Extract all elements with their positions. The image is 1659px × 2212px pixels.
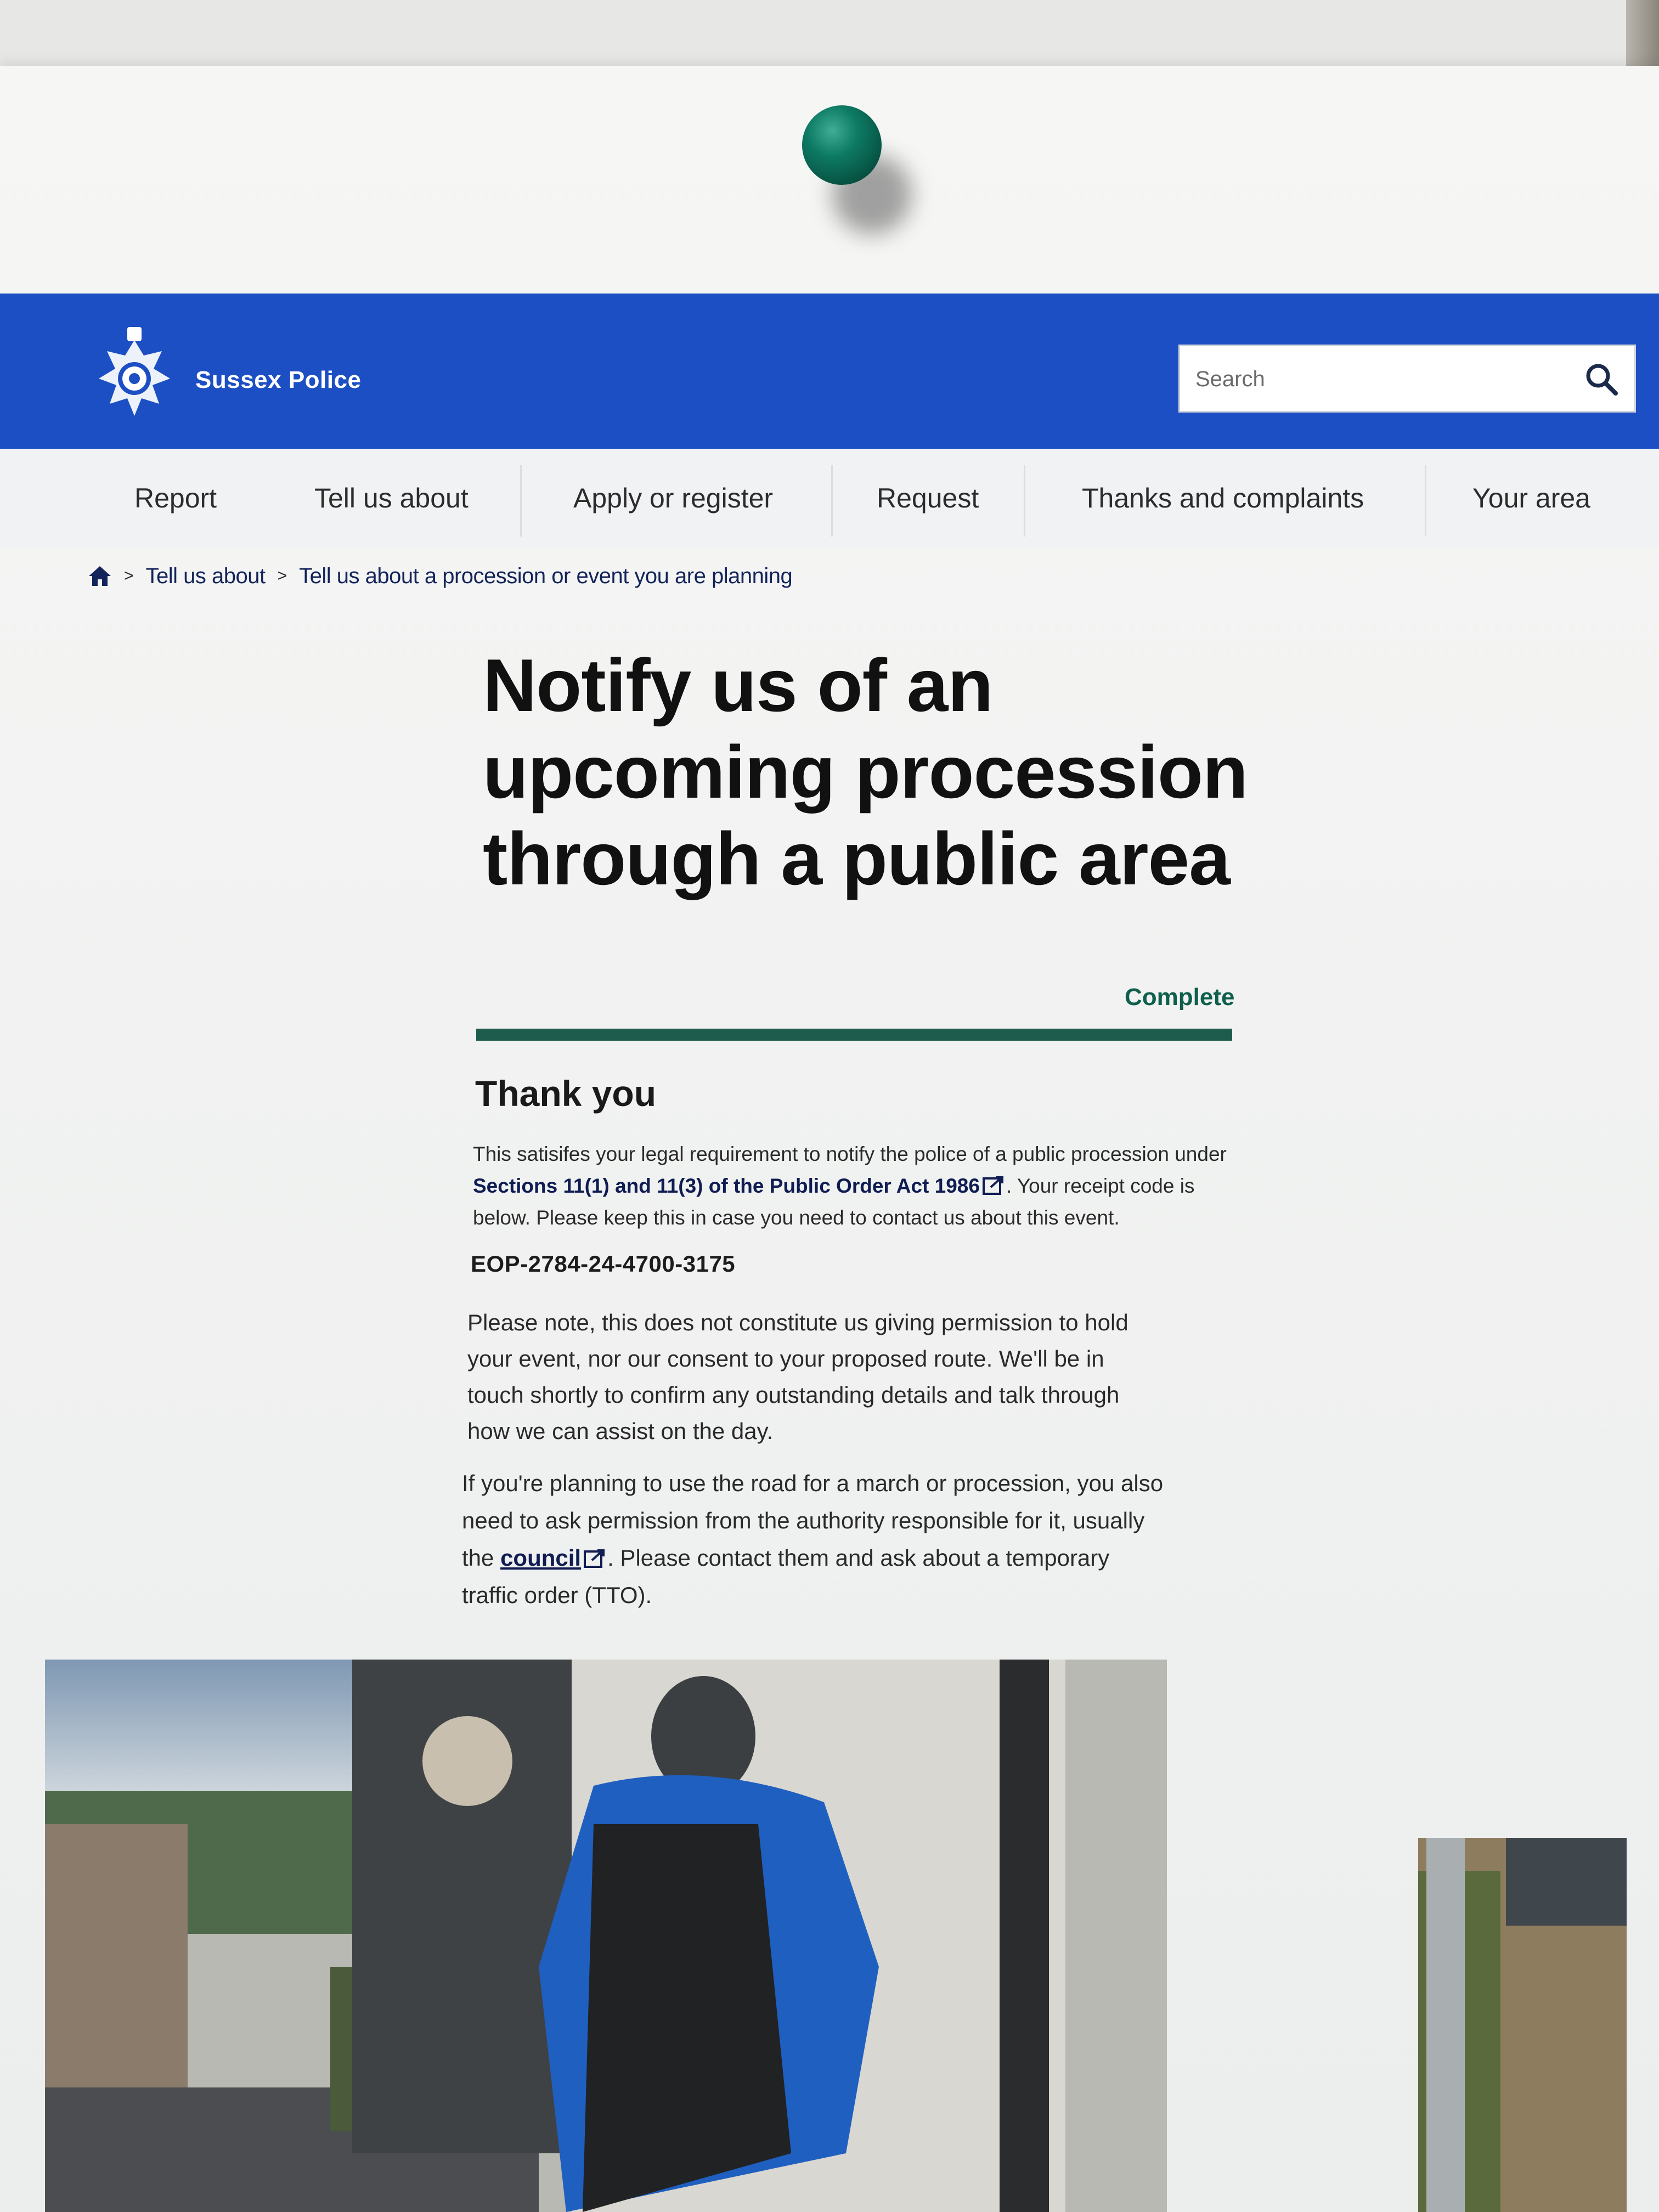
council-link[interactable]: council <box>500 1545 582 1571</box>
home-icon[interactable] <box>88 564 112 588</box>
nav-item-request[interactable]: Request <box>877 483 979 514</box>
sussex-police-logo-icon[interactable] <box>93 318 176 422</box>
external-link-icon[interactable] <box>583 1549 605 1569</box>
search-box <box>1178 345 1636 413</box>
breadcrumb <box>88 554 792 598</box>
breadcrumb-link-tell-us-about[interactable]: Tell us about <box>145 563 266 588</box>
paragraph-text: . Please contact them and ask about a temporary traffic order (TTO). <box>462 1545 1110 1608</box>
push-pin <box>802 105 882 185</box>
page-title <box>483 642 1251 902</box>
nav-item-thanks-and-complaints[interactable]: Thanks and complaints <box>1082 483 1364 514</box>
nav-item-apply-or-register[interactable]: Apply or register <box>573 483 774 514</box>
nav-divider <box>520 465 522 537</box>
paragraph-text: If you're planning to use the road for a march or procession, you also need to ask permission from the authority responsible for it, usually the <box>462 1470 1164 1571</box>
breadcrumb-separator: > <box>277 567 287 585</box>
street-scene-illustration <box>45 1660 1167 2212</box>
permission-note-paragraph: Please note, this does not constitute us giving permission to hold your event, nor our consent to your proposed route. We'll be in touch shortly to confirm any outstanding details and talk through how we can assist on the day. <box>467 1310 1128 1444</box>
public-order-act-link[interactable]: Sections 11(1) and 11(3) of the Public Order Act 1986 <box>473 1175 980 1197</box>
search-icon[interactable] <box>1584 362 1619 397</box>
nav-item-tell-us-about[interactable]: Tell us about <box>314 483 469 514</box>
paragraph-text: This satisifes your legal requirement to notify the police of a public procession under <box>473 1143 1227 1165</box>
brand-name[interactable]: Sussex Police <box>195 366 362 393</box>
roadside-illustration <box>1418 1838 1627 2212</box>
progress-status: Complete <box>1125 984 1235 1011</box>
nav-item-report[interactable]: Report <box>134 483 217 514</box>
external-link-icon[interactable] <box>982 1176 1004 1196</box>
progress-bar <box>476 1029 1232 1041</box>
page-title-line: upcoming procession <box>483 730 1248 814</box>
council-paragraph <box>462 1465 1170 1614</box>
paragraph-text: . Your receipt code is below. Please keep this in case you need to contact us about this event. <box>473 1175 1195 1229</box>
nav-divider <box>1425 465 1426 537</box>
progress-bar-fill <box>476 1029 1232 1041</box>
nav-divider <box>831 465 833 537</box>
breadcrumb-separator: > <box>124 567 134 585</box>
confirmation-paragraph <box>473 1138 1230 1234</box>
page-title-line: through a public area <box>483 817 1230 900</box>
nav-divider <box>1024 465 1025 537</box>
page-title-line: Notify us of an <box>483 644 993 727</box>
main-nav <box>0 449 1659 548</box>
receipt-code: EOP-2784-24-4700-3175 <box>471 1251 736 1277</box>
search-input[interactable] <box>1194 346 1559 412</box>
street-photo <box>45 1660 1167 2212</box>
nav-item-your-area[interactable]: Your area <box>1472 483 1590 514</box>
thank-you-heading: Thank you <box>475 1073 657 1114</box>
breadcrumb-link-procession[interactable]: Tell us about a procession or event you are planning <box>299 563 793 588</box>
roadside-photo <box>1418 1838 1627 2212</box>
